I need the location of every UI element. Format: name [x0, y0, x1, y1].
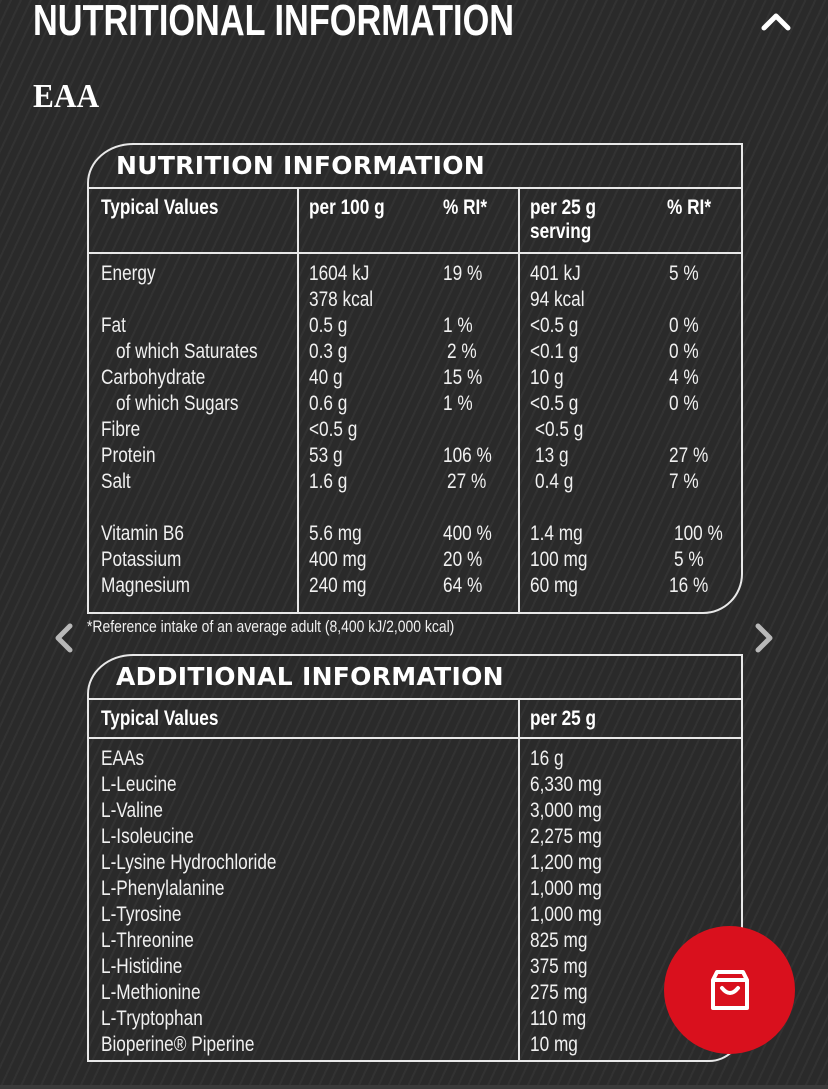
row-label: Vitamin B6 — [101, 522, 184, 545]
row-per25: <0.5 g — [530, 392, 579, 415]
row-value: 2,275 mg — [530, 825, 602, 848]
row-value: 3,000 mg — [530, 799, 602, 822]
row-per25: 60 mg — [530, 574, 578, 597]
col-header-per25: per 25 g — [530, 707, 597, 730]
row-value: 825 mg — [530, 929, 588, 952]
row-per25: 94 kcal — [530, 288, 585, 311]
row-label: L-Phenylalanine — [101, 877, 225, 900]
row-label: Salt — [101, 470, 131, 493]
cart-button[interactable] — [664, 926, 795, 1054]
row-label: Carbohydrate — [101, 366, 206, 389]
row-label: L-Valine — [101, 799, 163, 822]
additional-table-title: ADDITIONAL INFORMATION — [116, 662, 504, 691]
row-value: 1,000 mg — [530, 877, 602, 900]
col-header-ri25: % RI* — [667, 196, 712, 219]
row-label: L-Leucine — [101, 773, 177, 796]
reference-intake-footnote: *Reference intake of an average adult (8,400 kJ/2,000 kcal) — [87, 617, 455, 636]
row-per25: 401 kJ — [530, 262, 581, 285]
row-label: L-Tryptophan — [101, 1007, 203, 1030]
row-per100: 1604 kJ — [309, 262, 370, 285]
row-per25: 1.4 mg — [530, 522, 583, 545]
bottom-divider — [0, 1085, 828, 1089]
col-header-per100: per 100 g — [309, 196, 385, 219]
row-per25: 10 g — [530, 366, 564, 389]
chevron-right-icon — [750, 618, 780, 658]
chevron-left-icon — [48, 618, 78, 658]
row-label: Fibre — [101, 418, 141, 441]
row-per100: 40 g — [309, 366, 343, 389]
row-value: 375 mg — [530, 955, 588, 978]
row-label: of which Saturates — [116, 340, 258, 363]
divider — [89, 252, 741, 254]
row-ri100: 1 % — [443, 392, 473, 415]
section-title: NUTRITIONAL INFORMATION — [33, 0, 515, 45]
row-label: Energy — [101, 262, 156, 285]
row-ri25: 27 % — [669, 444, 709, 467]
divider — [518, 698, 520, 1060]
carousel-prev-button[interactable] — [48, 618, 78, 658]
row-per25: 13 g — [535, 444, 569, 467]
collapse-button[interactable] — [758, 6, 794, 34]
additional-information-table — [87, 654, 743, 1062]
row-label: Magnesium — [101, 574, 191, 597]
divider — [89, 187, 741, 189]
col-header-per25: per 25 g — [530, 196, 597, 219]
row-per25: <0.5 g — [535, 418, 584, 441]
product-name: EAA — [33, 78, 100, 115]
row-per100: 240 mg — [309, 574, 367, 597]
row-label: Bioperine® Piperine — [101, 1033, 255, 1056]
row-per100: 5.6 mg — [309, 522, 362, 545]
row-label: L-Histidine — [101, 955, 183, 978]
row-value: 10 mg — [530, 1033, 578, 1056]
row-ri25: 5 % — [674, 548, 704, 571]
col-header-per25-serving: serving — [530, 220, 592, 243]
row-ri25: 100 % — [674, 522, 723, 545]
col-header-ri100: % RI* — [443, 196, 488, 219]
row-ri100: 19 % — [443, 262, 483, 285]
row-ri25: 5 % — [669, 262, 699, 285]
row-label: L-Tyrosine — [101, 903, 182, 926]
row-per25: <0.5 g — [530, 314, 579, 337]
row-label: L-Lysine Hydrochloride — [101, 851, 277, 874]
row-ri25: 16 % — [669, 574, 709, 597]
row-value: 16 g — [530, 747, 564, 770]
nutrition-table-title: NUTRITION INFORMATION — [116, 151, 485, 180]
col-header-typical: Typical Values — [101, 196, 219, 219]
row-ri25: 7 % — [669, 470, 699, 493]
row-value: 1,200 mg — [530, 851, 602, 874]
row-ri25: 4 % — [669, 366, 699, 389]
row-label: L-Methionine — [101, 981, 201, 1004]
row-value: 275 mg — [530, 981, 588, 1004]
row-label: L-Threonine — [101, 929, 194, 952]
row-value: 1,000 mg — [530, 903, 602, 926]
row-label: L-Isoleucine — [101, 825, 194, 848]
row-ri25: 0 % — [669, 314, 699, 337]
divider — [89, 698, 741, 700]
row-ri25: 0 % — [669, 392, 699, 415]
row-per100: 0.6 g — [309, 392, 348, 415]
row-per100: 53 g — [309, 444, 343, 467]
row-ri100: 27 % — [447, 470, 487, 493]
row-label: EAAs — [101, 747, 145, 770]
divider — [518, 187, 520, 612]
divider — [89, 737, 741, 739]
row-per100: 1.6 g — [309, 470, 348, 493]
row-per100: <0.5 g — [309, 418, 358, 441]
row-per25: 100 mg — [530, 548, 588, 571]
row-value: 6,330 mg — [530, 773, 602, 796]
row-ri100: 15 % — [443, 366, 483, 389]
chevron-up-icon — [758, 6, 794, 34]
row-ri100: 64 % — [443, 574, 483, 597]
row-ri100: 2 % — [447, 340, 477, 363]
row-per100: 378 kcal — [309, 288, 374, 311]
row-ri25: 0 % — [669, 340, 699, 363]
nutrition-information-table — [87, 143, 743, 614]
row-label: of which Sugars — [116, 392, 239, 415]
row-ri100: 1 % — [443, 314, 473, 337]
divider — [297, 187, 299, 612]
col-header-typical: Typical Values — [101, 707, 219, 730]
row-ri100: 106 % — [443, 444, 492, 467]
shopping-bag-icon — [709, 968, 751, 1012]
row-ri100: 400 % — [443, 522, 492, 545]
row-label: Protein — [101, 444, 156, 467]
row-per100: 400 mg — [309, 548, 367, 571]
row-per100: 0.3 g — [309, 340, 348, 363]
row-label: Fat — [101, 314, 126, 337]
row-ri100: 20 % — [443, 548, 483, 571]
row-per25: <0.1 g — [530, 340, 579, 363]
row-value: 110 mg — [530, 1007, 587, 1030]
row-per25: 0.4 g — [535, 470, 574, 493]
row-label: Potassium — [101, 548, 182, 571]
carousel-next-button[interactable] — [750, 618, 780, 658]
row-per100: 0.5 g — [309, 314, 348, 337]
